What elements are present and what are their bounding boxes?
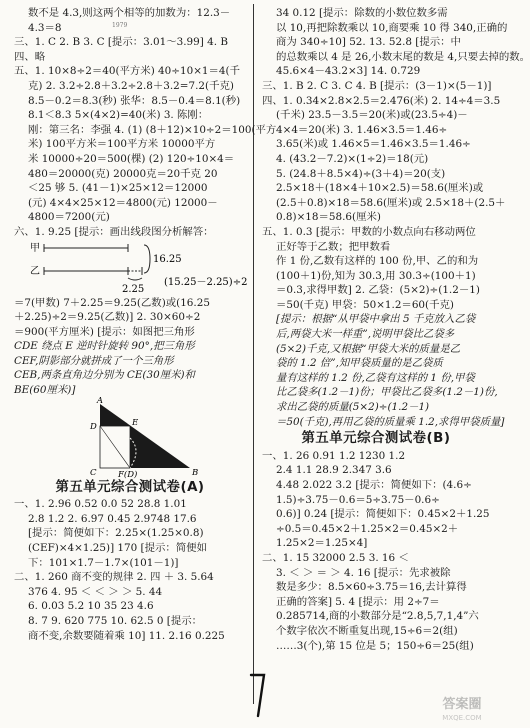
brace bbox=[144, 245, 150, 273]
r5-line: (100＋1)份,知为 30.3,用 30.3÷(100＋1) bbox=[276, 269, 476, 282]
section-a-title: 第五单元综合测试卷(A) bbox=[55, 479, 205, 495]
r5-line: ＝50(千克) 甲袋：50×1.2＝60(千克) bbox=[276, 298, 454, 311]
fold-stroke bbox=[251, 675, 264, 716]
a-line: 376 4. 95 ＜ ＜ ＞ ＞ 5. 44 bbox=[28, 585, 163, 598]
a-line: 8. 7 9. 620 775 10. 62.5 0 [提示： bbox=[28, 615, 203, 627]
s6-first-line: 六、1. 9.25 [提示：画出线段图分析解答： bbox=[14, 225, 214, 238]
a-er-prefix: 二、 bbox=[14, 571, 35, 584]
right-top-line: 的总数乘以 4 是 26,小数末尾的数是 4,只要去掉的数。 bbox=[276, 50, 530, 63]
triangle-figure bbox=[14, 395, 246, 480]
right-top-line: 45.6×4－43.2×3] 14. 0.729 bbox=[276, 65, 421, 78]
r5-line: [提示：根据“从甲袋中拿出 5 千克放入乙袋 bbox=[276, 313, 476, 326]
right-column bbox=[262, 6, 530, 653]
b-line: ……3(个),第 15 位是 5；150÷6＝25(组) bbox=[276, 639, 474, 652]
s5-line: 五、1. 10×8÷2＝40(平方米) 40÷10×1＝4(千 bbox=[14, 65, 240, 78]
s5-line: 8.1＜8.3 5×(4×2)=40(米) 3. 陈刚： bbox=[28, 109, 209, 122]
right-top-line: 34 0.12 [提示：除数的小数位数多需 bbox=[276, 7, 448, 19]
pt-d: D bbox=[90, 421, 97, 432]
a-line: 6. 0.03 5.2 10 35 23 4.6 bbox=[28, 600, 154, 613]
s6-line: ＝7(甲数) 7＋2.25＝9.25(乙数)或(16.25 bbox=[14, 296, 210, 309]
a-er-text: 1. 260 商不变的规律 2. 四 ＋ 3. 5.64 bbox=[34, 571, 214, 584]
r5-line: 量有这样的 1.2 份,乙袋有这样的 1 份,甲袋 bbox=[276, 371, 475, 384]
a-line: 一、1. 2.96 0.52 0.0 52 28.8 1.01 bbox=[14, 498, 187, 511]
answer-section-5 bbox=[14, 64, 277, 225]
b-line: 二、1. 15 32000 2.5 3. 16 ＜ bbox=[262, 551, 409, 564]
a-line: [提示：简便如下：2.25×(1.25×0.8) bbox=[28, 527, 204, 540]
right-section-5 bbox=[262, 225, 505, 429]
r5-line: ＝0.3,求得甲数] 2. 乙袋：(5×2)÷(1.2－1) bbox=[276, 284, 480, 297]
left-column bbox=[14, 6, 277, 643]
b-line: 正确的答案] 5. 4 [提示：用 2÷7＝ bbox=[276, 595, 440, 608]
right-top-line: 以 10,再把除数乘以 10,商要乘 10 得 340,正确的 bbox=[276, 21, 508, 34]
a-line: (CEF)×4×1.25)] 170 [提示：简便如 bbox=[28, 542, 207, 555]
s5-line: 克) 2. 3.2÷2.8＋3.2÷2.8＋3.2=7.2(千克) bbox=[28, 79, 234, 92]
value-diff: 2.25 bbox=[122, 283, 145, 295]
watermark-logo bbox=[430, 692, 494, 724]
r4-line: (2.5＋0.8)×18＝58.6(厘米)或 2.5×18＋(2.5＋ bbox=[276, 196, 506, 209]
s5-line: 刚：第三名：李强 4. (1) (8＋12)×10÷2＝100(平方 bbox=[28, 123, 277, 136]
pt-a: A bbox=[96, 395, 104, 406]
r5-line: 后,两袋大米一样重”,说明甲袋比乙袋多 bbox=[276, 328, 455, 341]
b-line: 数是多少：8.5×60÷3.75＝16,去计算得 bbox=[276, 581, 467, 594]
s5-line: (元) 4×4×25×12＝4800(元) 12000－ bbox=[28, 196, 218, 209]
b-line: 3. ＜ ＞ ＝ ＞ 4. 16 [提示：先求被除 bbox=[276, 566, 451, 579]
formula: (15.25－2.25)÷2 bbox=[164, 276, 248, 288]
answer-section-4: 四、略 bbox=[14, 50, 46, 63]
label-jia: 甲 bbox=[30, 242, 40, 254]
r5-line: 比乙袋多(1.2－1)份；甲袋比乙袋多(1.2－1)份, bbox=[276, 386, 498, 399]
section-b-title: 第五单元综合测试卷(B) bbox=[301, 431, 451, 447]
b-line: 0.285714,商的小数部分是“2.8,5,7,1,4”六 bbox=[276, 610, 479, 623]
b-line: 一、1. 26 0.91 1.2 1230 1.2 bbox=[262, 449, 406, 462]
brace-small bbox=[128, 278, 142, 280]
s6-rest bbox=[14, 296, 246, 398]
r4-line: 0.8)×18＝58.6(厘米) bbox=[276, 211, 381, 224]
s5-line: 480＝20000(克) 20000克＝20千克 20 bbox=[28, 167, 218, 180]
segment-diagram bbox=[14, 240, 246, 296]
b-line: 0.6)] 0.24 [提示：简便如下：0.45×2＋1.25 bbox=[276, 508, 490, 521]
s6-line: ＋2.25)÷2＝9.25(乙数)] 2. 30×60÷2 bbox=[14, 311, 201, 324]
s5-line: 米 10000÷20＝500(棵) (2) 120÷10×4＝ bbox=[28, 152, 235, 165]
label-yi: 乙 bbox=[30, 265, 40, 277]
page-fold-mark bbox=[248, 672, 268, 718]
s5-line: 米) 100平方米＝100平方米 10000平方 bbox=[28, 138, 216, 151]
s6-line: CEF,阴影部分就拼成了一个三角形 bbox=[14, 354, 174, 367]
watermark-sub: MXQE.COM bbox=[442, 714, 482, 722]
pt-c: C bbox=[90, 467, 97, 478]
value-sum: 16.25 bbox=[153, 253, 182, 265]
pt-f: F(D) bbox=[118, 469, 138, 480]
s6-line: BE(60厘米)] bbox=[14, 384, 76, 397]
b-line: 个数字依次不断重复出现,15÷6＝2(组) bbox=[276, 624, 458, 637]
section-a-answers bbox=[14, 497, 246, 643]
s5-line: 8.5－0.2＝8.3(秒) 张华：8.5－0.4＝8.1(秒) bbox=[28, 94, 241, 107]
section-b-answers bbox=[262, 449, 490, 653]
r5-line: 正好等于乙数；把甲数看 bbox=[276, 240, 391, 253]
right-section-4 bbox=[262, 94, 506, 225]
r4-line: 3.65(米)或 1.46×5＝1.46×3.5＝1.46÷ bbox=[276, 138, 471, 151]
r5-line: (5×2)千克,又根据“甲袋大米的质量是乙 bbox=[276, 342, 461, 355]
r4-line: 4. (43.2－7.2)×(1÷2)＝18(元) bbox=[276, 152, 429, 165]
s6-line: ＝900(平方厘米) [提示：如图把三角形 bbox=[14, 325, 195, 338]
watermark-text: 答案圈 bbox=[442, 697, 482, 712]
s5-line: ＜25 够 5. (41－1)×25×12＝12000 bbox=[28, 182, 208, 195]
r5-line: 袋的 1.2 倍”,知甲袋质量的是乙袋质 bbox=[276, 357, 443, 370]
r4-line: (千米) 23.5－3.5＝20(米)或(23.5÷4)－ bbox=[276, 109, 468, 122]
s5-line: 4800＝7200(元) bbox=[28, 211, 110, 224]
b-line: 1.5)÷3.75－0.6＝5÷3.75－0.6÷ bbox=[276, 493, 440, 506]
r4-line: 4×4＝20(米) 3. 1.46×3.5＝1.46÷ bbox=[276, 123, 448, 136]
pt-b: B bbox=[192, 467, 199, 478]
a-line: 下：101×1.7－1.7×(101－1)] bbox=[28, 556, 179, 569]
r5-line: 五、1. 0.3 [提示：甲数的小数点向右移动两位 bbox=[262, 225, 476, 238]
a-line: 商不变,余数要随着乘 10] 11. 2.16 0.225 bbox=[28, 629, 225, 642]
s6-line: CEB,两条直角边分别为 CE(30厘米)和 bbox=[14, 369, 195, 382]
b-line: 2.4 1.1 28.9 2.347 3.6 bbox=[276, 464, 392, 477]
right-section-3: 三、1. B 2. C 3. C 4. B [提示：(3－1)×(5－1)] bbox=[262, 79, 492, 92]
right-top-line: 商为 340÷10] 52. 13. 52.8 [提示：中 bbox=[276, 36, 461, 49]
r5-line: 作 1 份,乙数有这样的 100 份,甲、乙的和为 bbox=[276, 255, 479, 268]
s6-line: CDE 绕点 E 逆时针旋转 90°,把三角形 bbox=[14, 340, 195, 353]
pt-e: E bbox=[132, 417, 139, 428]
column-divider bbox=[253, 4, 254, 704]
a-line: 2.8 1.2 2. 6.97 0.45 2.9748 17.6 bbox=[28, 512, 197, 525]
left-top-line-1: 数不是 4.3,则这两个相等的加数为：12.3－ bbox=[28, 7, 231, 19]
r4-line: 5. (24.8＋8.5×4)÷(3＋4)＝20(支) bbox=[276, 167, 446, 180]
b-line: ÷0.5＝0.45×2＋1.25×2＝0.45×2＋ bbox=[276, 522, 459, 535]
answer-section-3: 三、1. C 2. B 3. C [提示：3.01～3.99] 4. B bbox=[14, 36, 228, 49]
left-top-line-2: 4.3＝8 bbox=[28, 21, 62, 34]
b-line: 4.48 2.022 3.2 [提示：简便如下：(4.6÷ bbox=[276, 479, 472, 491]
a-line-er bbox=[14, 570, 246, 585]
r4-line: 2.5×18＋(18×4＋10×2.5)＝58.6(厘米)或 bbox=[276, 182, 484, 195]
b-line: 1.25×2＝1.25×4] bbox=[276, 537, 368, 550]
r4-line: 四、1. 0.34×2.8×2.5＝2.476(米) 2. 14÷4＝3.5 bbox=[262, 94, 501, 107]
r5-line: 求出乙袋的质量(5×2)÷(1.2－1) bbox=[276, 401, 430, 414]
margin-note: 1979 bbox=[112, 22, 128, 29]
r5-line: ＝50(千克),再用乙袋的质量乘 1.2,求得甲袋质量] bbox=[276, 415, 505, 428]
